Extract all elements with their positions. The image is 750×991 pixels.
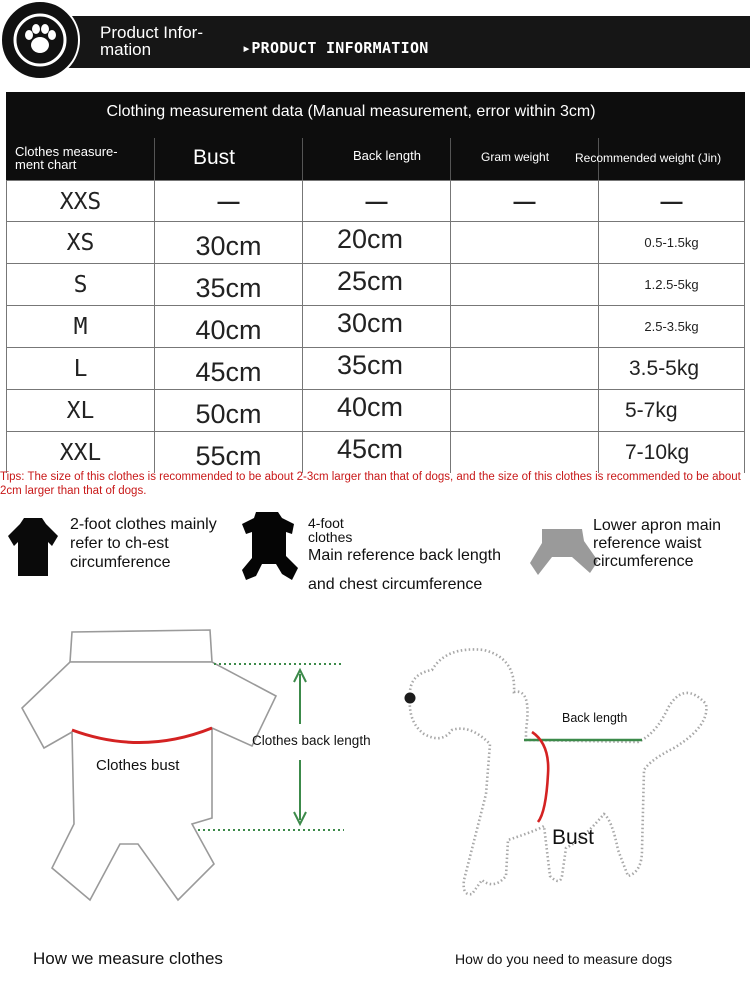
header-bust-label: Bust [193, 146, 236, 169]
weight-cell: 7-10kg [598, 432, 745, 473]
size-cell: XXL [6, 432, 154, 473]
gram-cell [450, 264, 598, 305]
tips-text: Tips: The size of this clothes is recommended to be about 2-3cm larger than that of dogs, and the size of this clothes is recommended to be about 2cm larger than that of dogs. [0, 471, 741, 497]
size-table [6, 180, 745, 474]
gram-cell [450, 432, 598, 473]
size-cell: XL [6, 390, 154, 431]
gram-cell [450, 390, 598, 431]
header-gram-label: Gram weight [481, 150, 550, 164]
table-caption: Clothing measurement data (Manual measurement, error within 3cm) [106, 103, 596, 120]
four-foot-title: 4-foot clothes [308, 515, 353, 545]
header-recommended-weight [575, 138, 745, 180]
header-back-label: Back length [353, 148, 421, 163]
gram-cell: — [450, 181, 598, 222]
size-cell: XS [6, 222, 154, 263]
bust-cell: 35cm [154, 264, 302, 305]
table-row [6, 390, 745, 432]
header-bust [154, 138, 302, 180]
weight-cell: 2.5-3.5kg [598, 306, 745, 347]
table-row [6, 180, 745, 222]
bust-cell: 55cm [154, 432, 302, 473]
bust-cell: 30cm [154, 222, 302, 263]
back-cell: 40cm [302, 390, 450, 431]
two-foot-clothes-icon [6, 516, 60, 578]
table-row [6, 264, 745, 306]
size-cell: S [6, 264, 154, 305]
clothes-bust-label: Clothes bust [96, 757, 180, 774]
gram-cell [450, 348, 598, 389]
size-cell: L [6, 348, 154, 389]
back-cell: 20cm [302, 222, 450, 263]
apron-label: Lower apron main reference waist circumference [593, 517, 722, 570]
header-size-label: Clothes measure-ment chart [15, 144, 118, 172]
dog-diagram [398, 644, 728, 904]
header-back-length [302, 138, 450, 180]
lower-apron-icon [528, 527, 602, 577]
dog-back-length-label: Back length [562, 711, 628, 725]
weight-cell: 0.5-1.5kg [598, 222, 745, 263]
four-foot-clothes-icon [238, 510, 302, 584]
header-subtitle: ▸PRODUCT INFORMATION [242, 39, 429, 57]
back-cell: 30cm [302, 306, 450, 347]
back-cell: 35cm [302, 348, 450, 389]
clothes-back-length-label: Clothes back length [252, 733, 371, 748]
bust-cell: 45cm [154, 348, 302, 389]
size-cell: M [6, 306, 154, 347]
back-cell: 45cm [302, 432, 450, 473]
bust-cell: 40cm [154, 306, 302, 347]
weight-cell: 3.5-5kg [598, 348, 745, 389]
dog-bust-label: Bust [552, 826, 595, 849]
gram-cell [450, 306, 598, 347]
bust-cell: 50cm [154, 390, 302, 431]
table-row [6, 306, 745, 348]
table-row [6, 432, 745, 474]
back-cell: — [302, 181, 450, 222]
table-row [6, 348, 745, 390]
bust-cell: — [154, 181, 302, 222]
two-foot-label: 2-foot clothes mainly refer to ch-est circumference [70, 516, 217, 571]
four-foot-line1: Main reference back length [308, 547, 501, 564]
dog-caption: How do you need to measure dogs [455, 951, 673, 967]
weight-cell: — [598, 181, 745, 222]
back-cell: 25cm [302, 264, 450, 305]
weight-cell: 1.2.5-5kg [598, 264, 745, 305]
gram-cell [450, 222, 598, 263]
header-weight-label: Recommended weight (Jin) [575, 151, 722, 165]
header-title: Product Infor-mation [100, 23, 203, 59]
four-foot-line2: and chest circumference [308, 576, 483, 593]
size-cell: XXS [6, 181, 154, 222]
clothes-caption: How we measure clothes [33, 949, 223, 968]
paw-logo-icon [0, 0, 80, 80]
weight-cell: 5-7kg [598, 390, 745, 431]
header-size [6, 138, 154, 180]
table-row [6, 222, 745, 264]
clothes-diagram [14, 628, 364, 908]
